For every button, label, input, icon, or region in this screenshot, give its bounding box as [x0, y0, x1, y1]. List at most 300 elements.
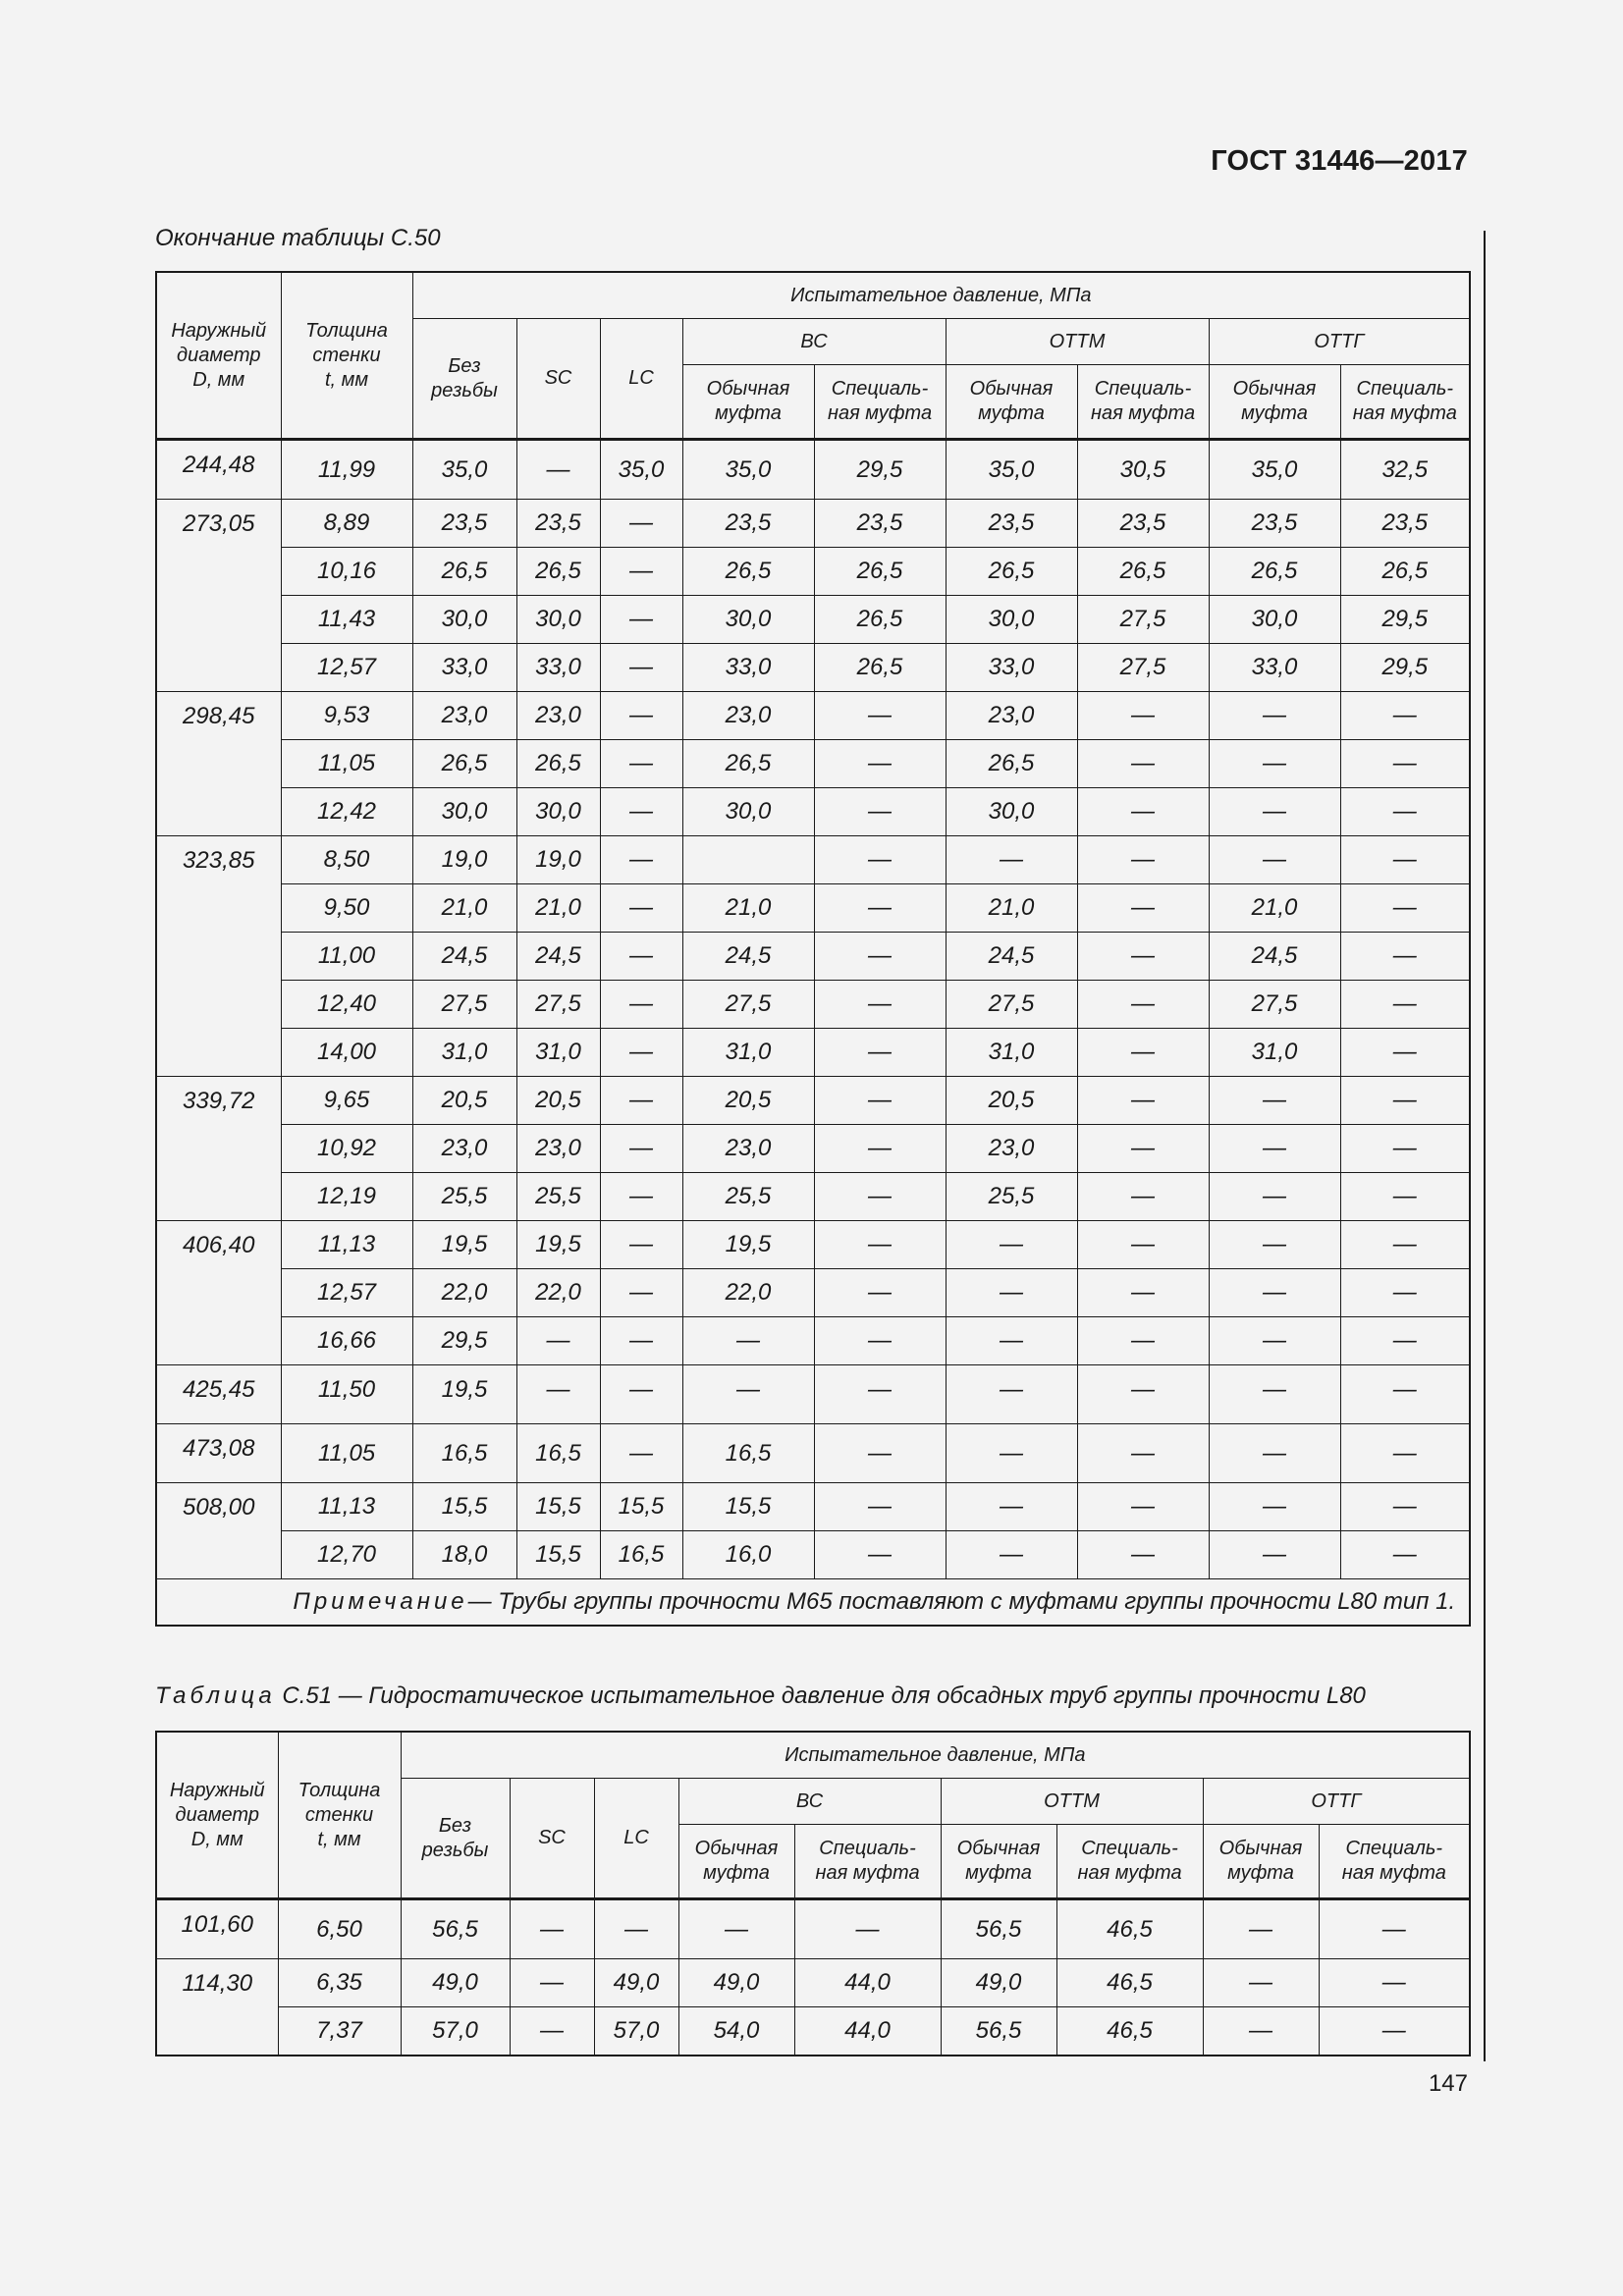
cell-pressure: —	[1209, 788, 1340, 836]
table-row	[156, 933, 1470, 981]
cell-pressure: 29,5	[814, 440, 946, 500]
cell-pressure: 20,5	[412, 1077, 516, 1125]
cell-thickness: 11,50	[281, 1365, 412, 1424]
cell-pressure: —	[516, 440, 600, 500]
cell-pressure: —	[1209, 692, 1340, 740]
cell-pressure	[682, 836, 814, 884]
cell-pressure: 49,0	[594, 1959, 678, 2007]
cell-pressure: 29,5	[1340, 644, 1470, 692]
cell-pressure: 35,0	[412, 440, 516, 500]
cell-pressure: —	[1077, 1483, 1209, 1531]
cell-thickness: 12,19	[281, 1173, 412, 1221]
cell-pressure: 27,5	[412, 981, 516, 1029]
table-row	[156, 440, 1470, 500]
cell-pressure: —	[1340, 692, 1470, 740]
cell-pressure: —	[600, 1077, 682, 1125]
cell-pressure: 19,5	[682, 1221, 814, 1269]
table-row	[156, 1317, 1470, 1365]
cell-pressure: 27,5	[946, 981, 1077, 1029]
cell-pressure: 27,5	[682, 981, 814, 1029]
header-sc: SC	[516, 319, 600, 440]
cell-pressure: 23,5	[1340, 500, 1470, 548]
header-sc: SC	[510, 1779, 594, 1899]
cell-pressure: 19,0	[516, 836, 600, 884]
cell-pressure: —	[682, 1317, 814, 1365]
cell-pressure: 30,0	[946, 788, 1077, 836]
cell-pressure: —	[814, 788, 946, 836]
cell-pressure: —	[814, 884, 946, 933]
cell-pressure: —	[600, 1221, 682, 1269]
header-ottm: ОТТМ	[946, 319, 1209, 365]
cell-pressure: —	[1209, 1173, 1340, 1221]
cell-pressure: 57,0	[401, 2007, 510, 2056]
cell-pressure: 26,5	[946, 740, 1077, 788]
cell-pressure: —	[594, 1899, 678, 1959]
table-row	[156, 836, 1470, 884]
cell-pressure: 57,0	[594, 2007, 678, 2056]
cell-pressure: —	[1077, 884, 1209, 933]
cell-pressure: 16,0	[682, 1531, 814, 1579]
cell-pressure: 26,5	[1340, 548, 1470, 596]
cell-pressure: 19,5	[412, 1221, 516, 1269]
cell-pressure: 20,5	[946, 1077, 1077, 1125]
header-ottm: ОТТМ	[941, 1779, 1203, 1825]
cell-pressure: 26,5	[814, 644, 946, 692]
cell-pressure: —	[814, 1221, 946, 1269]
cell-diameter: 298,45	[156, 692, 281, 836]
cell-pressure: 35,0	[682, 440, 814, 500]
header-lc: LC	[594, 1779, 678, 1899]
header-special-coupling: Специаль- ная муфта	[1077, 365, 1209, 440]
cell-pressure: —	[814, 692, 946, 740]
cell-pressure: 22,0	[516, 1269, 600, 1317]
cell-pressure: 24,5	[1209, 933, 1340, 981]
header-ottg: ОТТГ	[1203, 1779, 1470, 1825]
cell-pressure: —	[600, 1317, 682, 1365]
cell-pressure: 26,5	[412, 740, 516, 788]
cell-pressure: —	[1209, 1365, 1340, 1424]
cell-pressure: 33,0	[946, 644, 1077, 692]
cell-pressure: 56,5	[401, 1899, 510, 1959]
cell-pressure: 26,5	[412, 548, 516, 596]
cell-pressure: 26,5	[1077, 548, 1209, 596]
cell-pressure: —	[1203, 1899, 1319, 1959]
cell-pressure: —	[1077, 1029, 1209, 1077]
cell-pressure: —	[1209, 836, 1340, 884]
cell-thickness: 6,50	[278, 1899, 401, 1959]
cell-pressure: —	[1319, 1899, 1470, 1959]
cell-pressure: 20,5	[682, 1077, 814, 1125]
cell-thickness: 8,50	[281, 836, 412, 884]
table2-header	[156, 1732, 1470, 1899]
cell-pressure: —	[1340, 981, 1470, 1029]
cell-pressure: 24,5	[516, 933, 600, 981]
cell-pressure: —	[1077, 1424, 1209, 1483]
cell-pressure: 26,5	[946, 548, 1077, 596]
cell-pressure: 33,0	[412, 644, 516, 692]
table-row	[156, 1269, 1470, 1317]
cell-pressure: 23,5	[946, 500, 1077, 548]
cell-pressure: —	[1209, 1531, 1340, 1579]
cell-pressure: 30,0	[412, 596, 516, 644]
header-regular-coupling: Обычная муфта	[678, 1825, 794, 1899]
cell-pressure: 27,5	[1077, 644, 1209, 692]
cell-pressure: —	[600, 981, 682, 1029]
table1-header	[156, 272, 1470, 440]
cell-pressure: 23,0	[412, 1125, 516, 1173]
cell-pressure: 27,5	[516, 981, 600, 1029]
header-diameter: Наружный диаметр D, мм	[156, 272, 281, 440]
cell-pressure: 46,5	[1056, 1959, 1203, 2007]
cell-pressure: 46,5	[1056, 1899, 1203, 1959]
cell-diameter: 473,08	[156, 1424, 281, 1483]
cell-pressure: 22,0	[682, 1269, 814, 1317]
table-row	[156, 1173, 1470, 1221]
cell-pressure: 21,0	[1209, 884, 1340, 933]
header-special-coupling: Специаль- ная муфта	[814, 365, 946, 440]
table-row	[156, 1424, 1470, 1483]
cell-pressure: —	[814, 981, 946, 1029]
cell-pressure: 30,0	[1209, 596, 1340, 644]
cell-thickness: 11,43	[281, 596, 412, 644]
header-bc: ВС	[678, 1779, 941, 1825]
header-no-thread: Без резьбы	[401, 1779, 510, 1899]
cell-pressure: —	[1340, 1269, 1470, 1317]
cell-pressure: —	[1340, 1173, 1470, 1221]
table-row	[156, 500, 1470, 548]
cell-pressure: —	[1209, 1221, 1340, 1269]
table-row	[156, 1365, 1470, 1424]
cell-thickness: 12,40	[281, 981, 412, 1029]
cell-pressure: 15,5	[412, 1483, 516, 1531]
cell-pressure: —	[1340, 1317, 1470, 1365]
cell-pressure: —	[600, 596, 682, 644]
cell-thickness: 11,13	[281, 1483, 412, 1531]
cell-pressure: —	[600, 1125, 682, 1173]
cell-pressure: 26,5	[516, 548, 600, 596]
cell-diameter: 114,30	[156, 1959, 278, 2056]
cell-pressure: 26,5	[814, 548, 946, 596]
cell-pressure: —	[600, 740, 682, 788]
cell-pressure: 30,0	[682, 596, 814, 644]
table-row	[156, 1077, 1470, 1125]
cell-pressure: 27,5	[1077, 596, 1209, 644]
cell-pressure: —	[1340, 1365, 1470, 1424]
cell-pressure: —	[814, 1077, 946, 1125]
table-row	[156, 788, 1470, 836]
cell-pressure: 35,0	[600, 440, 682, 500]
cell-pressure: —	[600, 1173, 682, 1221]
cell-thickness: 11,13	[281, 1221, 412, 1269]
cell-pressure: 24,5	[412, 933, 516, 981]
cell-pressure: —	[1340, 884, 1470, 933]
cell-pressure: —	[600, 933, 682, 981]
cell-thickness: 10,16	[281, 548, 412, 596]
table1-note: Примечание— Трубы группы прочности М65 поставляют с муфтами группы прочности L80 тип 1.	[156, 1579, 1470, 1627]
cell-pressure: 33,0	[516, 644, 600, 692]
cell-thickness: 9,65	[281, 1077, 412, 1125]
table-row	[156, 1125, 1470, 1173]
cell-thickness: 7,37	[278, 2007, 401, 2056]
cell-diameter: 406,40	[156, 1221, 281, 1365]
cell-pressure: —	[814, 836, 946, 884]
table-row	[156, 1483, 1470, 1531]
cell-pressure: 49,0	[401, 1959, 510, 2007]
cell-pressure: 30,0	[946, 596, 1077, 644]
cell-pressure: —	[1209, 1125, 1340, 1173]
cell-pressure: —	[600, 692, 682, 740]
cell-pressure: 19,5	[516, 1221, 600, 1269]
cell-diameter: 508,00	[156, 1483, 281, 1579]
cell-pressure: —	[1340, 1424, 1470, 1483]
cell-pressure: —	[1077, 692, 1209, 740]
cell-thickness: 9,50	[281, 884, 412, 933]
cell-pressure: —	[600, 644, 682, 692]
header-special-coupling: Специаль- ная муфта	[1056, 1825, 1203, 1899]
cell-pressure: 25,5	[412, 1173, 516, 1221]
cell-diameter: 339,72	[156, 1077, 281, 1221]
cell-pressure: —	[600, 548, 682, 596]
cell-thickness: 16,66	[281, 1317, 412, 1365]
cell-thickness: 12,70	[281, 1531, 412, 1579]
cell-pressure: —	[1077, 1077, 1209, 1125]
cell-pressure: 31,0	[1209, 1029, 1340, 1077]
cell-pressure: —	[1077, 836, 1209, 884]
cell-pressure: 26,5	[1209, 548, 1340, 596]
cell-pressure: 19,5	[412, 1365, 516, 1424]
cell-thickness: 12,57	[281, 644, 412, 692]
page-number: 147	[1428, 2070, 1468, 2097]
cell-thickness: 11,05	[281, 740, 412, 788]
cell-diameter: 425,45	[156, 1365, 281, 1424]
cell-pressure: 46,5	[1056, 2007, 1203, 2056]
cell-pressure: 26,5	[682, 548, 814, 596]
cell-pressure: 54,0	[678, 2007, 794, 2056]
cell-pressure: 33,0	[682, 644, 814, 692]
cell-pressure: 15,5	[516, 1531, 600, 1579]
cell-pressure: —	[1203, 2007, 1319, 2056]
cell-pressure: 23,0	[946, 1125, 1077, 1173]
table-row	[156, 1899, 1470, 1959]
cell-pressure: —	[600, 884, 682, 933]
cell-pressure: —	[1340, 788, 1470, 836]
cell-pressure: —	[1077, 1173, 1209, 1221]
cell-pressure: —	[946, 1531, 1077, 1579]
cell-pressure: 22,0	[412, 1269, 516, 1317]
header-pressure: Испытательное давление, МПа	[412, 272, 1470, 319]
cell-pressure: —	[682, 1365, 814, 1424]
table-row	[156, 644, 1470, 692]
cell-pressure: —	[1340, 1077, 1470, 1125]
cell-pressure: —	[510, 1899, 594, 1959]
cell-pressure: 19,0	[412, 836, 516, 884]
table-row	[156, 2007, 1470, 2056]
cell-diameter: 323,85	[156, 836, 281, 1077]
cell-pressure: 23,0	[516, 692, 600, 740]
cell-pressure: 44,0	[794, 1959, 941, 2007]
cell-pressure: —	[814, 1531, 946, 1579]
header-pressure: Испытательное давление, МПа	[401, 1732, 1470, 1779]
cell-pressure: —	[814, 1269, 946, 1317]
cell-pressure: 33,0	[1209, 644, 1340, 692]
cell-pressure: —	[1077, 981, 1209, 1029]
header-no-thread: Без резьбы	[412, 319, 516, 440]
cell-thickness: 11,05	[281, 1424, 412, 1483]
table2-caption: Таблица С.51 — Гидростатическое испытательное давление для обсадных труб группы прочности L80	[155, 1682, 1366, 1709]
cell-pressure: —	[1340, 1029, 1470, 1077]
cell-pressure: 23,0	[516, 1125, 600, 1173]
cell-pressure: —	[814, 1125, 946, 1173]
cell-pressure: 21,0	[412, 884, 516, 933]
cell-pressure: 23,5	[814, 500, 946, 548]
cell-pressure: 15,5	[516, 1483, 600, 1531]
header-regular-coupling: Обычная муфта	[1203, 1825, 1319, 1899]
cell-pressure: —	[1077, 740, 1209, 788]
header-thickness: Толщина стенки t, мм	[281, 272, 412, 440]
cell-diameter: 244,48	[156, 440, 281, 500]
header-diameter: Наружный диаметр D, мм	[156, 1732, 278, 1899]
cell-pressure: 26,5	[516, 740, 600, 788]
table1-body	[156, 440, 1470, 1579]
cell-pressure: —	[814, 1365, 946, 1424]
cell-pressure: 23,5	[516, 500, 600, 548]
cell-pressure: 21,0	[516, 884, 600, 933]
cell-pressure: 25,5	[946, 1173, 1077, 1221]
cell-pressure: —	[600, 1365, 682, 1424]
table-row	[156, 740, 1470, 788]
cell-pressure: —	[814, 740, 946, 788]
cell-pressure: —	[946, 1221, 1077, 1269]
cell-pressure: 16,5	[600, 1531, 682, 1579]
cell-pressure: —	[814, 1029, 946, 1077]
cell-pressure: —	[1077, 1125, 1209, 1173]
cell-pressure: 30,5	[1077, 440, 1209, 500]
cell-pressure: 24,5	[682, 933, 814, 981]
cell-pressure: —	[814, 1317, 946, 1365]
cell-pressure: —	[1340, 933, 1470, 981]
cell-pressure: 31,0	[412, 1029, 516, 1077]
cell-pressure: 23,0	[412, 692, 516, 740]
cell-pressure: 25,5	[682, 1173, 814, 1221]
cell-pressure: —	[794, 1899, 941, 1959]
cell-pressure: 21,0	[946, 884, 1077, 933]
cell-pressure: 31,0	[946, 1029, 1077, 1077]
header-regular-coupling: Обычная муфта	[941, 1825, 1056, 1899]
cell-pressure: 24,5	[946, 933, 1077, 981]
cell-pressure: 15,5	[682, 1483, 814, 1531]
cell-pressure: —	[1340, 836, 1470, 884]
cell-pressure: 16,5	[412, 1424, 516, 1483]
cell-pressure: 16,5	[682, 1424, 814, 1483]
cell-pressure: 23,0	[682, 692, 814, 740]
cell-pressure: —	[1077, 1365, 1209, 1424]
cell-pressure: 29,5	[1340, 596, 1470, 644]
cell-pressure: —	[678, 1899, 794, 1959]
table-row	[156, 1531, 1470, 1579]
cell-pressure: —	[1340, 1483, 1470, 1531]
header-special-coupling: Специаль- ная муфта	[1340, 365, 1470, 440]
cell-pressure: 23,0	[946, 692, 1077, 740]
cell-pressure: —	[1340, 1125, 1470, 1173]
cell-pressure: —	[814, 1483, 946, 1531]
cell-pressure: 23,5	[412, 500, 516, 548]
cell-pressure: —	[1319, 1959, 1470, 2007]
cell-pressure: —	[946, 1424, 1077, 1483]
cell-pressure: —	[510, 1959, 594, 2007]
cell-pressure: —	[600, 1269, 682, 1317]
cell-pressure: —	[946, 1269, 1077, 1317]
cell-pressure: —	[1209, 1077, 1340, 1125]
cell-pressure: 26,5	[814, 596, 946, 644]
cell-pressure: —	[1209, 1483, 1340, 1531]
cell-pressure: 23,5	[1077, 500, 1209, 548]
table2-body	[156, 1899, 1470, 2056]
cell-pressure: 31,0	[682, 1029, 814, 1077]
cell-pressure: 26,5	[682, 740, 814, 788]
cell-pressure: —	[600, 500, 682, 548]
cell-pressure: 30,0	[682, 788, 814, 836]
cell-pressure: 35,0	[1209, 440, 1340, 500]
cell-pressure: 25,5	[516, 1173, 600, 1221]
cell-pressure: —	[1077, 1221, 1209, 1269]
cell-pressure: 31,0	[516, 1029, 600, 1077]
header-special-coupling: Специаль- ная муфта	[794, 1825, 941, 1899]
cell-pressure: 35,0	[946, 440, 1077, 500]
table-row	[156, 884, 1470, 933]
cell-pressure: —	[1340, 1221, 1470, 1269]
cell-pressure: —	[1209, 1269, 1340, 1317]
cell-pressure: —	[814, 933, 946, 981]
table1-caption: Окончание таблицы С.50	[155, 225, 441, 251]
header-lc: LC	[600, 319, 682, 440]
cell-pressure: —	[600, 788, 682, 836]
cell-pressure: 30,0	[516, 596, 600, 644]
cell-pressure: 21,0	[682, 884, 814, 933]
cell-thickness: 6,35	[278, 1959, 401, 2007]
cell-pressure: —	[600, 836, 682, 884]
cell-pressure: —	[814, 1424, 946, 1483]
cell-pressure: 23,5	[682, 500, 814, 548]
cell-pressure: —	[1077, 933, 1209, 981]
cell-thickness: 9,53	[281, 692, 412, 740]
cell-pressure: —	[1077, 1269, 1209, 1317]
cell-pressure: 49,0	[678, 1959, 794, 2007]
cell-pressure: —	[946, 836, 1077, 884]
cell-thickness: 14,00	[281, 1029, 412, 1077]
cell-diameter: 101,60	[156, 1899, 278, 1959]
cell-thickness: 11,99	[281, 440, 412, 500]
header-thickness: Толщина стенки t, мм	[278, 1732, 401, 1899]
cell-pressure: —	[1340, 1531, 1470, 1579]
cell-pressure: 29,5	[412, 1317, 516, 1365]
cell-pressure: —	[946, 1483, 1077, 1531]
cell-pressure: 30,0	[516, 788, 600, 836]
cell-thickness: 12,42	[281, 788, 412, 836]
cell-pressure: —	[1209, 740, 1340, 788]
table-c51	[155, 1731, 1471, 2056]
page-margin-rule	[1484, 231, 1486, 2061]
header-ottg: ОТТГ	[1209, 319, 1470, 365]
cell-pressure: —	[946, 1317, 1077, 1365]
cell-pressure: 16,5	[516, 1424, 600, 1483]
cell-pressure: —	[1077, 788, 1209, 836]
cell-pressure: 56,5	[941, 2007, 1056, 2056]
cell-pressure: —	[1077, 1317, 1209, 1365]
cell-pressure: 49,0	[941, 1959, 1056, 2007]
header-bc: ВС	[682, 319, 946, 365]
cell-pressure: —	[1209, 1317, 1340, 1365]
cell-pressure: 27,5	[1209, 981, 1340, 1029]
